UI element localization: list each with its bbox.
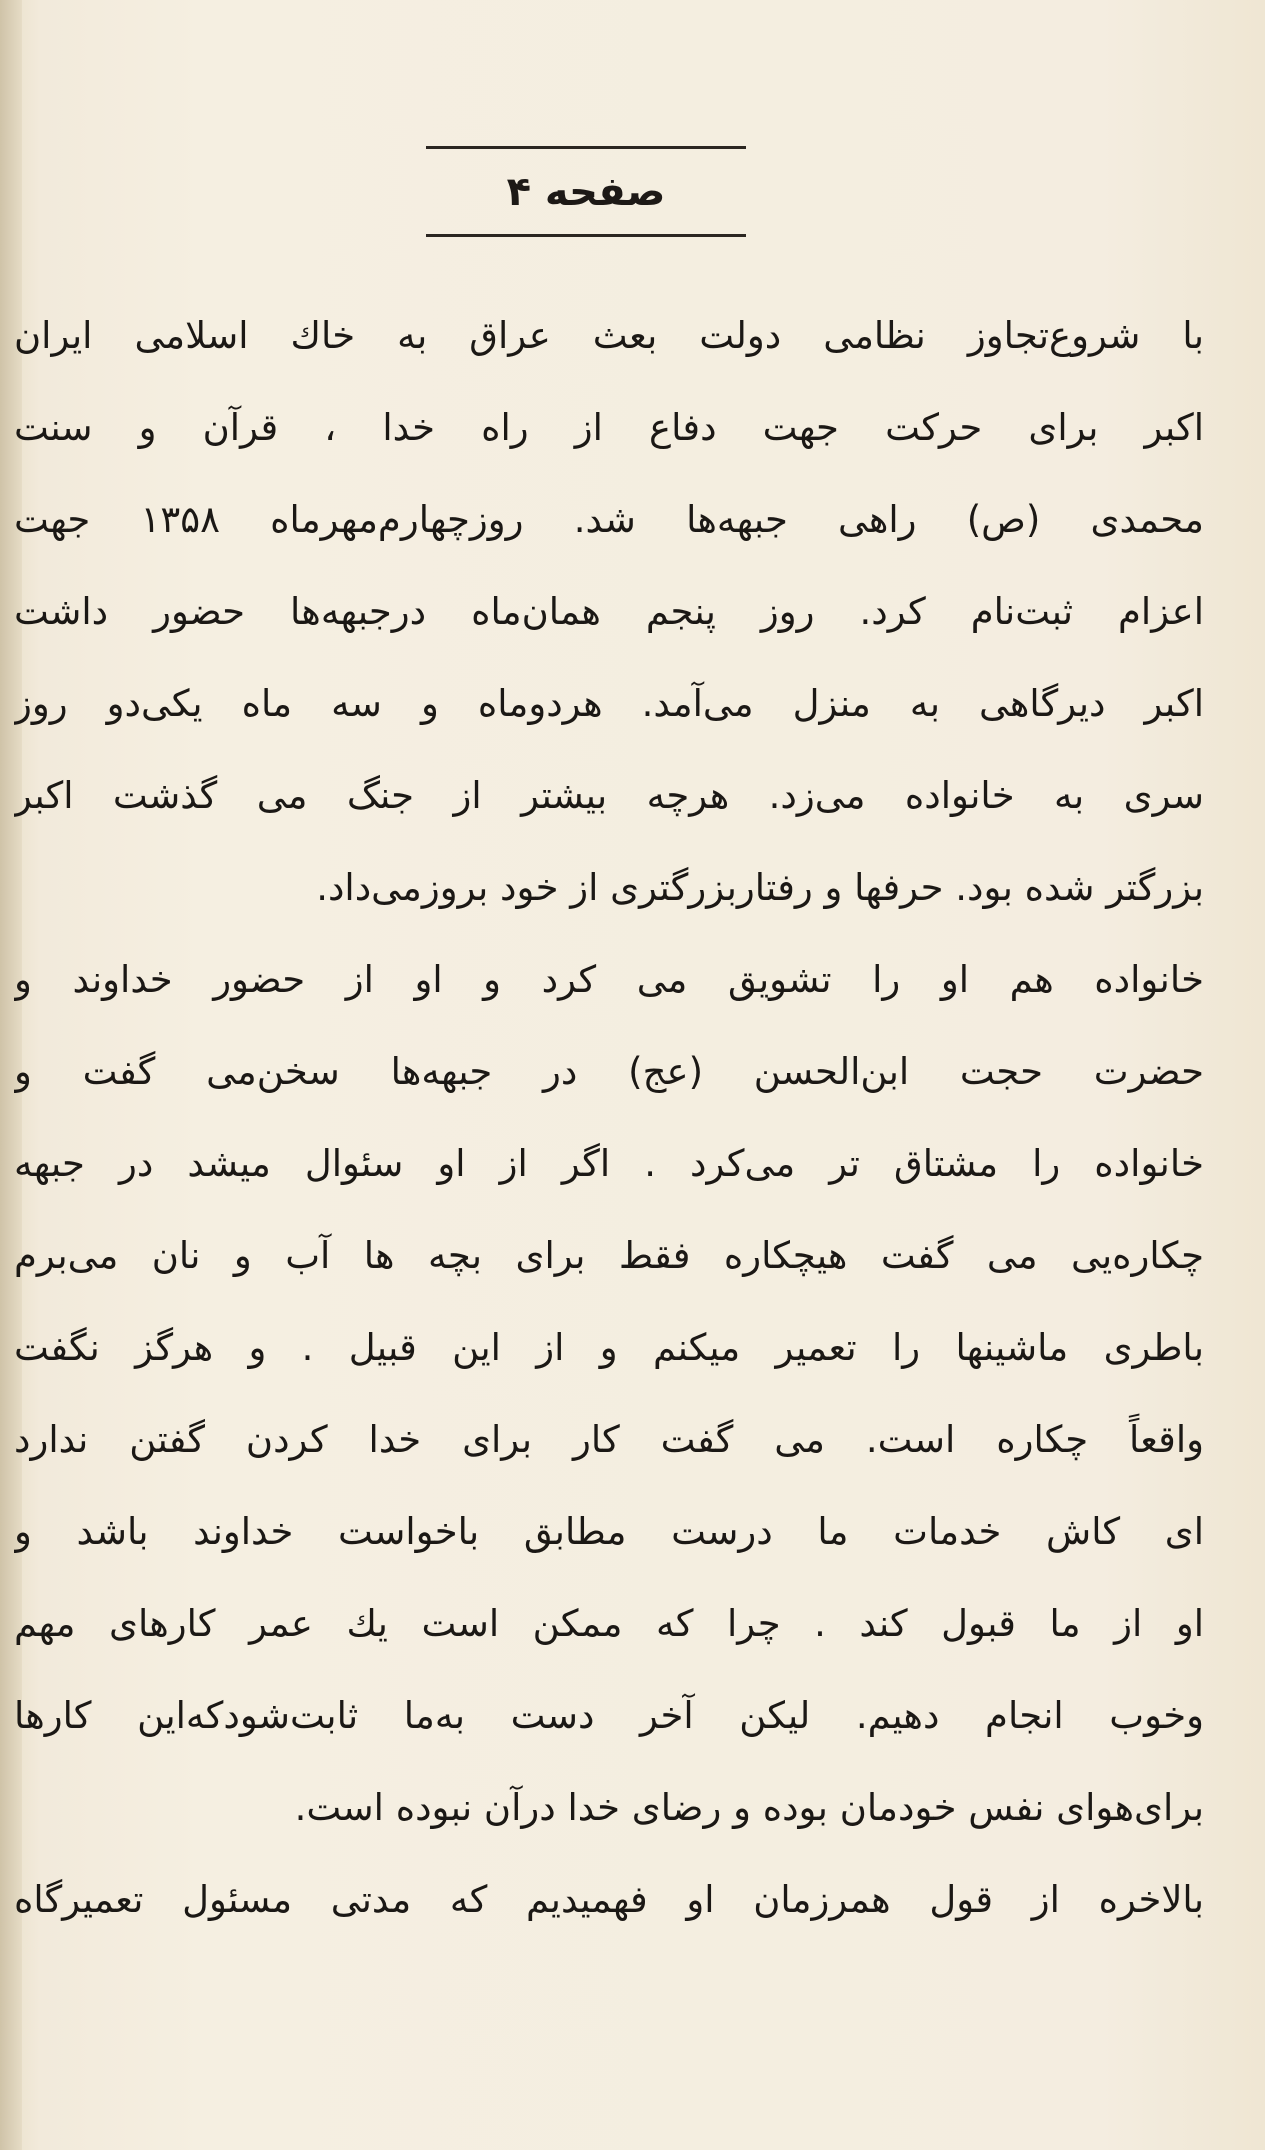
page-header (426, 146, 746, 240)
text-line: اکبر برای حرکت جهت دفاع از راه خدا ، قرآن و سنت (14, 406, 1204, 449)
text-line: با شروع‌تجاوز نظامی دولت بعث عراق به خاك اسلامی ایران (14, 314, 1204, 357)
header-rule-top (426, 146, 746, 149)
text-line: باطری ماشینها را تعمیر میکنم و از این قبیل . و هرگز نگفت (14, 1326, 1204, 1369)
text-line: بزرگتر شده بود. حرفها و رفتاربزرگتری از خود بروزمی‌داد. (316, 866, 1204, 909)
header-rule-bottom (426, 234, 746, 237)
text-line: سری به خانواده می‌زد. هرچه بیشتر از جنگ می گذشت اکبر (14, 774, 1204, 817)
text-line: محمدی (ص) راهی جبهه‌ها شد. روزچهارم‌مهرماه ۱۳۵۸ جهت (14, 498, 1204, 541)
text-line: بالاخره از قول همرزمان او فهمیدیم که مدتی مسئول تعمیرگاه (14, 1878, 1204, 1921)
text-line: ای کاش خدمات ما درست مطابق باخواست خداوند باشد و (14, 1510, 1204, 1553)
text-line: خانواده را مشتاق تر می‌کرد . اگر از او سئوال میشد در جبهه (14, 1142, 1204, 1185)
text-line: حضرت حجت ابن‌الحسن (عج) در جبهه‌ها سخن‌می گفت و (14, 1050, 1204, 1093)
text-line: اکبر دیرگاهی به منزل می‌آمد. هردوماه و سه ماه یکی‌دو روز (14, 682, 1204, 725)
text-line: برای‌هوای نفس خودمان بوده و رضای خدا درآن نبوده است. (294, 1786, 1204, 1829)
text-line: واقعاً چکاره است. می گفت کار برای خدا کردن گفتن ندارد (14, 1418, 1204, 1461)
text-line: چکاره‌یی می گفت هیچکاره فقط برای بچه ها آب و نان می‌برم (14, 1234, 1204, 1277)
text-line: وخوب انجام دهیم. لیکن آخر دست به‌ما ثابت‌شودکه‌این کارها (14, 1694, 1204, 1737)
text-line: اعزام ثبت‌نام کرد. روز پنجم همان‌ماه درجبهه‌ها حضور داشت (14, 590, 1204, 633)
text-line: خانواده هم او را تشویق می کرد و او از حضور خداوند و (14, 958, 1204, 1001)
text-line: او از ما قبول کند . چرا که ممکن است یك عمر کارهای مهم (14, 1602, 1204, 1645)
body-text (14, 290, 1204, 1946)
page-number-label: صفحه ۴ (506, 169, 666, 215)
